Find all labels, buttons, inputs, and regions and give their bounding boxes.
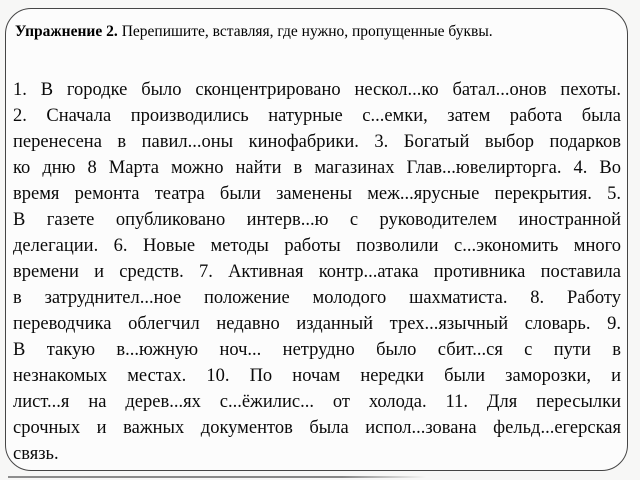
exercise-body [13,77,621,467]
exercise-header [15,22,619,42]
text-line: связь. [13,444,59,464]
text-line: ко дню 8 Марта можно найти в магазинах Глав...ювелирторга. 4. Во [13,158,621,178]
text-line: В газете опубликовано интерв...ю с руководителем иностранной [13,210,621,230]
exercise-label: Упражнение 2. [15,23,118,40]
text-line: незнакомых местах. 10. По ночам нередки были заморозки, и [13,366,621,386]
text-line: лист...я на дерев...ях с...ёжилис... от холода. 11. Для пересылки [13,392,621,412]
bottom-divider-line [8,476,426,478]
text-line: перенесена в павил...оны кинофабрики. 3. Богатый выбор подарков [13,132,621,152]
text-line: В такую в...южную ноч... нетрудно было сбит...ся с пути в [13,340,621,360]
text-line: 2. Сначала производились натурные с...емки, затем работа была [13,106,621,126]
text-line: в затруднител...ное положение молодого шахматиста. 8. Работу [13,288,621,308]
text-line: 1. В городке было сконцентрировано нескол...ко батал...онов пехоты. [13,80,621,100]
text-line: срочных и важных документов была испол...зована фельд...егерская [13,418,621,438]
text-line: время ремонта театра были заменены меж...ярусные перекрытия. 5. [13,184,621,204]
text-line: времени и средств. 7. Активная контр...атака противника поставила [13,262,621,282]
text-line: переводчика облегчил недавно изданный трех...язычный словарь. 9. [13,314,621,334]
exercise-instruction: Перепишите, вставляя, где нужно, пропущенные буквы. [121,23,493,40]
text-line: делегации. 6. Новые методы работы позволили с...экономить много [13,236,621,256]
exercise-card [5,8,628,471]
